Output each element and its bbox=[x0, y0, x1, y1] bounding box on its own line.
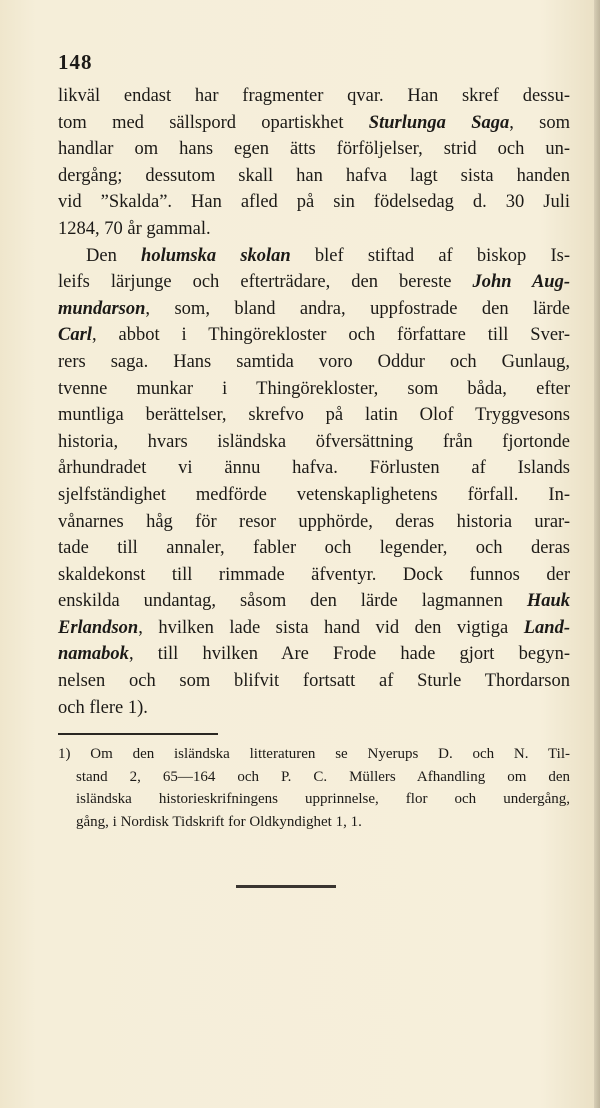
footnote bbox=[58, 743, 570, 833]
text-line bbox=[58, 641, 570, 668]
text-line bbox=[58, 668, 570, 695]
emphasized-name: mundarson bbox=[58, 298, 146, 319]
emphasized-name: Sturlunga Saga bbox=[368, 112, 510, 133]
text-line bbox=[58, 376, 570, 403]
text-line bbox=[58, 136, 570, 163]
text-run: skaldekonst till rimmade äfventyr. Dock funnos der bbox=[58, 564, 570, 585]
text-run: Den bbox=[86, 245, 142, 266]
text-run: vånarnes håg för resor upphörde, deras historia urar- bbox=[58, 511, 570, 532]
emphasized-name: Hauk bbox=[526, 591, 570, 612]
emphasized-name: Erlandson bbox=[58, 617, 139, 638]
text-line bbox=[58, 402, 570, 429]
text-line bbox=[58, 455, 570, 482]
emphasized-name: namabok bbox=[58, 644, 129, 665]
text-line bbox=[58, 322, 570, 349]
page-number: 148 bbox=[58, 50, 93, 74]
footnote-line: isländska historieskrifningens upprinnelse, flor och undergång, bbox=[76, 791, 570, 807]
text-run: nelsen och som blifvit fortsatt af Sturle Thordarson bbox=[58, 671, 570, 692]
text-run: sjelfständighet medförde vetenskaplighetens förfall. In- bbox=[58, 484, 570, 505]
text-run: rers saga. Hans samtida voro Oddur och Gunlaug, bbox=[58, 351, 570, 372]
text-run: dergång; dessutom skall han hafva lagt sista handen bbox=[58, 165, 570, 186]
text-run: handlar om hans egen ätts förföljelser, strid och un- bbox=[58, 139, 570, 160]
text-line bbox=[58, 429, 570, 456]
text-run: likväl endast har fragmenter qvar. Han skref dessu- bbox=[58, 86, 570, 106]
text-line bbox=[58, 562, 570, 589]
text-run: historia, hvars isländska öfversättning från fjortonde bbox=[58, 431, 570, 452]
text-run: , som, bland andra, uppfostrade den lärde bbox=[145, 298, 570, 319]
footnote-line: 1) Om den isländska litteraturen se Nyerups D. och N. Til- bbox=[58, 746, 570, 762]
text-run: tom med sällspord opartiskhet bbox=[58, 112, 369, 133]
bottom-ornament-rule bbox=[236, 885, 336, 888]
text-run: enskilda undantag, såsom den lärde lagmannen bbox=[58, 591, 527, 612]
text-run: , abbot i Thingörekloster och författare till Sver- bbox=[91, 325, 570, 346]
emphasized-name: Carl bbox=[58, 325, 92, 346]
text-line bbox=[58, 615, 570, 642]
body-text bbox=[58, 83, 570, 721]
footnote-line: gång, i Nordisk Tidskrift for Oldkyndighet 1, 1. bbox=[76, 813, 362, 830]
footnote-line: stand 2, 65—164 och P. C. Müllers Afhandling om den bbox=[76, 768, 570, 785]
emphasized-name: John Aug- bbox=[472, 272, 570, 293]
text-line bbox=[58, 588, 570, 615]
text-line bbox=[58, 189, 570, 216]
text-line bbox=[58, 296, 570, 323]
text-run: 1284, 70 år gammal. bbox=[58, 218, 211, 239]
text-run: vid ”Skalda”. Han afled på sin födelsedag d. 30 Juli bbox=[58, 192, 570, 213]
text-line bbox=[58, 349, 570, 376]
text-line bbox=[58, 216, 570, 243]
text-run: , hvilken lade sista hand vid den vigtiga bbox=[138, 617, 524, 638]
text-run: muntliga berättelser, skrefvo på latin Olof Tryggvesons bbox=[58, 405, 570, 426]
text-line bbox=[58, 163, 570, 190]
text-line bbox=[58, 243, 570, 270]
text-run: blef stiftad af biskop Is- bbox=[290, 245, 570, 266]
text-run: århundradet vi ännu hafva. Förlusten af Islands bbox=[58, 458, 570, 479]
text-run: och flere 1). bbox=[58, 697, 148, 718]
text-run: leifs lärjunge och efterträdare, den bereste bbox=[58, 272, 473, 293]
footnote-rule bbox=[58, 733, 218, 735]
text-run: , som bbox=[509, 112, 570, 133]
text-run: , till hvilken Are Frode hade gjort begyn- bbox=[128, 644, 570, 665]
text-line bbox=[58, 695, 570, 722]
text-run: tade till annaler, fabler och legender, och deras bbox=[58, 538, 570, 559]
text-run: tvenne munkar i Thingörekloster, som båda, efter bbox=[58, 378, 570, 399]
emphasized-name: holumska skolan bbox=[141, 245, 291, 266]
text-line bbox=[58, 535, 570, 562]
emphasized-name: Land- bbox=[523, 617, 570, 638]
text-line bbox=[58, 110, 570, 137]
page-edge bbox=[594, 0, 600, 1108]
text-line bbox=[58, 269, 570, 296]
text-line bbox=[58, 509, 570, 536]
text-line bbox=[58, 482, 570, 509]
text-line bbox=[58, 83, 570, 110]
